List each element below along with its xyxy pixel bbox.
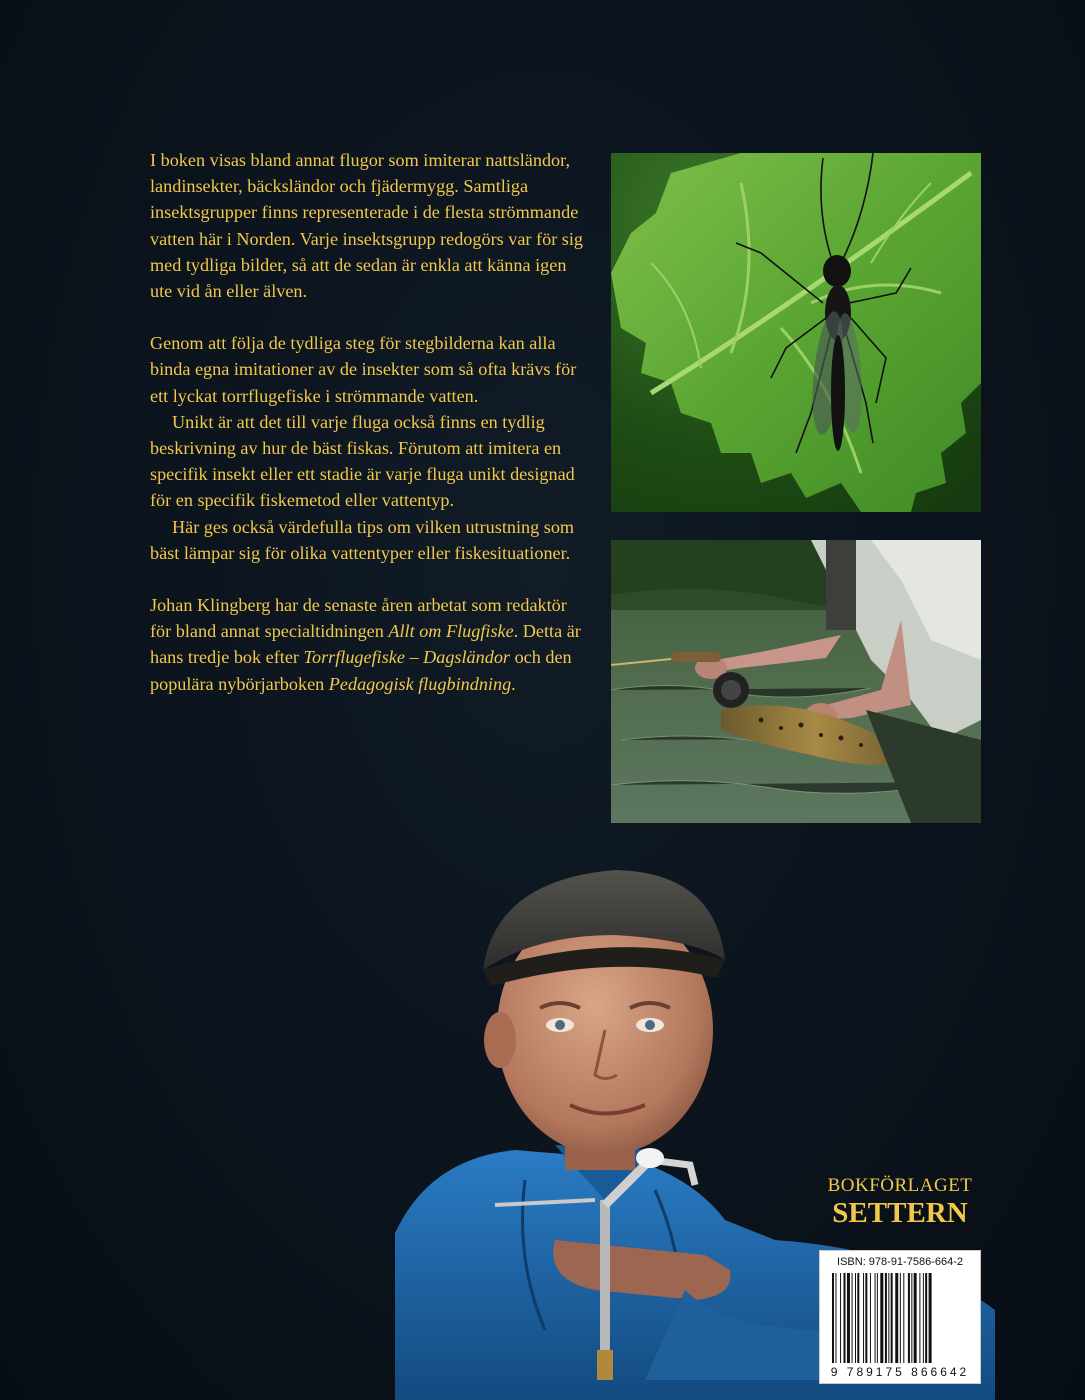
isbn-barcode: [819, 1250, 981, 1384]
fishing-photo: [611, 540, 981, 823]
publisher-line-1: BOKFÖRLAGET: [827, 1175, 973, 1196]
barcode-bar: [888, 1273, 889, 1363]
barcode-bar: [929, 1273, 932, 1363]
publisher-logo: [820, 1176, 980, 1228]
barcode-bar: [863, 1273, 864, 1363]
barcode-bar: [844, 1273, 846, 1363]
barcode-bar: [919, 1273, 920, 1363]
barcode-bar: [880, 1273, 883, 1363]
barcode-bar: [835, 1273, 836, 1363]
angler-landing-trout-image: [611, 540, 981, 823]
blurb-paragraph-4: Här ges också värdefulla tips om vilken utrustning som bäst lämpar sig för olika vattentyper eller fiskesituationer.: [150, 516, 575, 563]
barcode-bar: [847, 1273, 850, 1363]
barcode-bar: [870, 1273, 871, 1363]
author-bio: Johan Klingberg har de senaste åren arbetat som redaktör för bland annat specialtidningen Allt om Flugfiske. Detta är hans tredje bok efter Torrflugefiske – Dagsländor och den populära nybörjarboken Pedagogisk flugbindning.: [150, 595, 581, 694]
barcode-bar: [855, 1273, 856, 1363]
blurb-paragraph-3: Unikt är att det till varje fluga också finns en tydlig beskrivning av hur de bäst fiskas. Förutom att imitera en specifik insekt eller ett stadie är varje fluga unikt designad för en specifik fiskemetod eller vattentyp.: [150, 411, 575, 511]
barcode-bar: [925, 1273, 927, 1363]
blurb-paragraph-2: Genom att följa de tydliga steg för stegbilderna kan alla binda egna imitationer av de insekter som så ofta krävs för ett lyckat torrflugefiske i strömmande vatten.: [150, 333, 577, 406]
barcode-bar: [877, 1273, 878, 1363]
ean-digits: 9 789175 866642: [830, 1365, 970, 1379]
barcode-bar: [903, 1273, 904, 1363]
barcode-bar: [852, 1273, 853, 1363]
magazine-title: Allt om Flugfiske: [388, 621, 514, 642]
barcode-bar: [911, 1273, 912, 1363]
barcode-bar: [900, 1273, 901, 1363]
isbn-label: ISBN: 978-91-7586-664-2: [837, 1256, 963, 1268]
insect-photo: [611, 153, 981, 512]
book-title-dagslandor: Torrflugefiske – Dagsländor: [303, 647, 511, 668]
book-title-pedagogisk: Pedagogisk flugbindning: [328, 673, 512, 694]
barcode-bar: [875, 1273, 876, 1363]
barcode-bar: [895, 1273, 898, 1363]
publisher-line-2: SETTERN: [832, 1197, 968, 1229]
barcode-bar: [832, 1273, 834, 1363]
barcode-bars: [832, 1273, 970, 1363]
barcode-bar: [914, 1273, 917, 1363]
barcode-bar: [891, 1273, 893, 1363]
blurb-paragraph-1: I boken visas bland annat flugor som imiterar nattsländor, landinsekter, bäcksländor och fjädermygg. Samtliga insektsgrupper finns representerade i de flesta strömmande vatten här i Norden. Varje insektsgrupp redogörs var för sig med tydliga bilder, så att de sedan är enkla att känna igen ute vid ån eller älven.: [150, 150, 584, 302]
mosquito-on-leaf-image: [611, 153, 981, 512]
barcode-bar: [865, 1273, 867, 1363]
barcode-bar: [908, 1273, 910, 1363]
barcode-bar: [923, 1273, 924, 1363]
blurb-text: [150, 147, 590, 697]
barcode-bar: [857, 1273, 859, 1363]
barcode-bar: [840, 1273, 841, 1363]
barcode-bar: [885, 1273, 887, 1363]
